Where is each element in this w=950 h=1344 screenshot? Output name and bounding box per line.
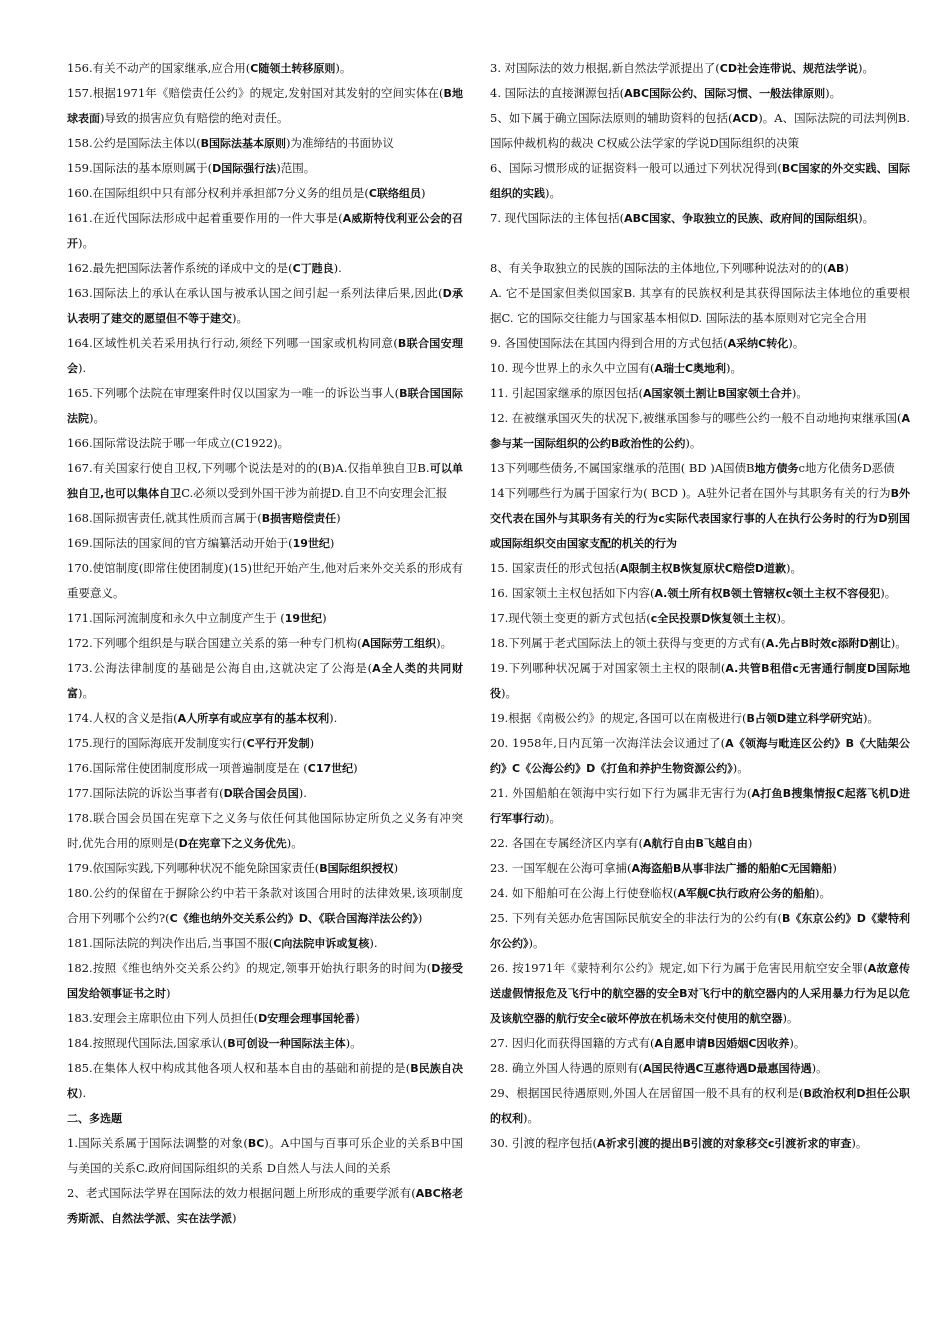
question-text: 160.在国际组织中只有部分权利并承担部7分义务的组员是(	[67, 186, 369, 200]
answer-text: C《维也纳外交关系公约》D、《联合国海洋法公约》	[169, 912, 418, 925]
paragraph-gap	[490, 231, 910, 256]
answer-text: A采纳C转化	[727, 337, 789, 350]
question-item	[490, 381, 910, 406]
question-item	[67, 931, 463, 956]
question-text: 182.按照《维也纳外交关系公约》的规定,领事开始执行职务的时间为(	[67, 961, 432, 975]
question-text: 20. 1958年,日内瓦第一次海洋法会议通过了(	[490, 736, 726, 750]
answer-text: A.先占B时效c添附D割让	[765, 637, 891, 650]
question-text: 180.公约的保留在于摒除公约中若干条款对该国合用时的法律效果,该项制度合用下列哪个公约?(	[67, 886, 463, 925]
question-tail: c地方化债务D恶债	[798, 461, 895, 475]
question-tail: )。	[825, 86, 842, 100]
question-text: 168.国际损害责任,就其性质而言属于(	[67, 511, 262, 525]
question-item	[490, 781, 910, 831]
question-item	[490, 581, 910, 606]
question-item	[490, 831, 910, 856]
answer-text: CD社会连带说、规范法学说	[719, 62, 858, 75]
question-tail: )。	[436, 636, 453, 650]
answer-text: A限制主权B恢复原状C赔偿D道歉	[619, 562, 787, 575]
question-tail: )	[417, 911, 423, 925]
question-text: 161.在近代国际法形成中起着重要作用的一件大事是(	[67, 211, 343, 225]
question-tail: )。	[335, 61, 352, 75]
answer-text: A《领海与毗连区公约》B《大陆架公约》C《公海公约》D《打鱼和养护生物资源公约》	[490, 737, 910, 775]
answer-text: A瑞士C奥地利	[654, 362, 727, 375]
answer-text: A故意传送虚假情报危及飞行中的航空器的安全B对飞行中的航空器内的人采用暴力行为足以危及该航空器的航行安全c破坏停放在机场未交付使用的航空器	[490, 962, 911, 1025]
question-text: 28. 确立外国人待遇的原则有(	[490, 1061, 643, 1075]
question-item	[490, 856, 910, 881]
question-tail: )。	[890, 636, 907, 650]
question-tail: )。	[501, 686, 517, 700]
question-item	[490, 81, 910, 106]
question-item	[67, 456, 463, 506]
question-item	[67, 1056, 463, 1106]
question-tail: )	[844, 261, 849, 275]
question-tail: C.必须以受到外国干涉为前提D.自卫不向安理会汇报	[181, 486, 448, 500]
question-text: 22. 各国在专属经济区内享有(	[490, 836, 643, 850]
answer-text: A国家领土割让B国家领土合并	[642, 387, 792, 400]
question-text: 23. 一国军舰在公海可拿捕(	[490, 861, 632, 875]
question-item	[67, 1181, 463, 1231]
question-item	[67, 606, 463, 631]
question-item	[67, 331, 463, 381]
question-text: 178.联合国会员国在宪章下之义务与依任何其他国际协定所负之义务有冲突时,优先合用的原则是(	[67, 811, 463, 850]
answer-text: A航行自由B飞越自由	[642, 837, 748, 850]
question-item	[67, 1006, 463, 1031]
question-text: 1.国际关系属于国际法调整的对象(	[67, 1136, 248, 1150]
question-item	[67, 781, 463, 806]
question-tail: ).	[78, 1086, 87, 1100]
question-item	[67, 856, 463, 881]
question-text: 184.按照现代国际法,国家承认(	[67, 1036, 228, 1050]
question-item	[67, 1031, 463, 1056]
answer-text: AB	[827, 262, 845, 275]
question-tail: )。	[286, 836, 303, 850]
question-item	[67, 181, 463, 206]
answer-text: 二、多选题	[67, 1112, 122, 1125]
question-item	[67, 431, 463, 456]
answer-text: D国际强行法	[212, 162, 277, 175]
answer-text: B地球表面	[67, 87, 463, 125]
answer-text: 地方债务	[754, 462, 799, 475]
question-item	[490, 206, 910, 231]
question-item	[67, 656, 463, 706]
question-text: 15. 国家责任的形式包括(	[490, 561, 620, 575]
question-item	[67, 706, 463, 731]
question-tail: )范围。	[276, 161, 316, 175]
question-tail: )。	[232, 311, 248, 325]
question-item	[490, 631, 910, 656]
question-item	[490, 956, 910, 1031]
question-tail: ).	[78, 361, 87, 375]
question-tail: )。	[862, 711, 879, 725]
question-item	[67, 531, 463, 556]
question-item	[490, 106, 910, 156]
answer-text: A威斯特伐利亚公会的召开	[67, 212, 463, 250]
question-tail: )。	[89, 411, 105, 425]
answer-text: ABC国际公约、国际习惯、一般法律原则	[624, 87, 826, 100]
answer-text: C联络组员	[368, 187, 421, 200]
question-item	[490, 731, 910, 781]
question-tail: )	[309, 736, 315, 750]
question-tail: )	[355, 1011, 360, 1025]
answer-text: 可以单独自卫,也可以集体自卫	[67, 462, 464, 500]
answer-text: C丁韪良	[292, 262, 334, 275]
answer-text: A人所享有或应享有的基本权利	[177, 712, 330, 725]
question-item	[67, 56, 463, 81]
question-item	[490, 706, 910, 731]
question-item	[67, 956, 463, 1006]
question-text: 7. 现代国际法的主体包括(	[490, 211, 625, 225]
question-tail: )。	[685, 436, 702, 450]
question-item	[490, 406, 910, 456]
question-tail: )	[420, 186, 426, 200]
question-tail: )。	[776, 611, 793, 625]
question-tail: )	[336, 511, 341, 525]
question-tail: )。	[789, 1036, 806, 1050]
question-text: 185.在集体人权中构成其他各项人权和基本自由的基础和前提的是(	[67, 1061, 411, 1075]
question-item	[67, 881, 463, 931]
question-text: 166.国际常设法院于哪一年成立(C1922)。	[67, 436, 290, 450]
question-tail: )。	[726, 361, 743, 375]
question-tail: )。	[788, 336, 805, 350]
answer-text: B民族自决权	[67, 1062, 463, 1100]
answer-text: B《东京公约》D《蒙特利尔公约》	[490, 912, 911, 950]
question-text: 9. 各国使国际法在其国内得到合用的方式包括(	[490, 336, 728, 350]
question-text: 159.国际法的基本原则属于(	[67, 161, 213, 175]
question-tail: )。	[545, 186, 561, 200]
question-item	[490, 281, 910, 331]
question-tail: )。	[345, 1036, 362, 1050]
question-text: 19.下列哪种状况属于对国家领土主权的限制(	[490, 661, 726, 675]
question-text: 18.下列属于老式国际法上的领土获得与变更的方式有(	[490, 636, 766, 650]
question-text: 4. 国际法的直接渊源包括(	[490, 86, 625, 100]
answer-text: A军舰C执行政府公务的船舶	[677, 887, 816, 900]
question-text: 156.有关不动产的国家继承,应合用(	[67, 61, 251, 75]
question-tail: )。	[528, 936, 545, 950]
answer-text: ABC国家、争取独立的民族、政府间的国际组织	[624, 212, 859, 225]
question-tail: )。	[811, 1061, 828, 1075]
question-tail: )	[832, 861, 837, 875]
question-tail: )	[747, 836, 753, 850]
question-item	[67, 556, 463, 606]
question-text: 177.国际法院的诉讼当事者有(	[67, 786, 224, 800]
answer-text: D接受国发给领事证书之时	[67, 962, 463, 1000]
answer-text: A打鱼B搜集情报C起落飞机D进行军事行动	[490, 787, 910, 825]
question-tail: )。	[880, 586, 897, 600]
question-item	[67, 1106, 463, 1131]
question-tail: )。	[791, 386, 808, 400]
answer-text: D联合国会员国	[223, 787, 299, 800]
question-text: 172.下列哪个组织是与联合国建立关系的第一种专门机构(	[67, 636, 362, 650]
question-tail: )。	[545, 811, 561, 825]
question-tail: )	[166, 986, 171, 1000]
question-tail: )导致的损害应负有赔偿的绝对责任。	[100, 111, 289, 125]
question-tail: )。	[782, 1011, 799, 1025]
question-tail: )。	[78, 686, 94, 700]
question-item	[490, 556, 910, 581]
question-tail: )	[322, 611, 327, 625]
question-item	[490, 256, 910, 281]
question-tail: )	[353, 761, 358, 775]
question-tail: )为准缔结的书面协议	[285, 136, 394, 150]
question-item	[490, 1056, 910, 1081]
question-text: 11. 引起国家继承的原因包括(	[490, 386, 643, 400]
question-text: 19.根据《南极公约》的规定,各国可以在南极进行(	[490, 711, 747, 725]
question-item	[67, 381, 463, 431]
question-item	[67, 631, 463, 656]
question-text: 16. 国家领土主权包括如下内容(	[490, 586, 655, 600]
question-tail: )。	[815, 886, 832, 900]
answer-text: B国际组织授权	[319, 862, 394, 875]
answer-text: D承认表明了建交的愿望但不等于建交	[67, 287, 463, 325]
question-text: 169.国际法的国家间的官方编纂活动开始于(	[67, 536, 293, 550]
question-text: 24. 如下船舶可在公海上行使登临权(	[490, 886, 678, 900]
question-item	[67, 756, 463, 781]
question-tail: )	[393, 861, 399, 875]
question-item	[67, 81, 463, 131]
question-tail: )	[232, 1211, 237, 1225]
question-tail: ).	[329, 711, 338, 725]
question-item	[490, 456, 910, 481]
question-text: 14下列哪些行为属于国家行为( BCD )。A驻外记者在国外与其职务有关的行为	[490, 486, 891, 500]
question-tail: )。A中国与百事可乐企业的关系B中国与美国的关系C.政府间国际组织的关系 D自然人与法人间的关系	[67, 1136, 463, 1175]
answer-text: A祈求引渡的提出B引渡的对象移交c引渡祈求的审查	[596, 1137, 852, 1150]
answer-text: A全人类的共同财富	[67, 662, 463, 700]
question-item	[67, 731, 463, 756]
question-tail: )。	[851, 1136, 868, 1150]
question-text: 5、如下属于确立国际法原则的辅助资料的包括(	[490, 111, 733, 125]
question-item	[490, 1031, 910, 1056]
question-item	[490, 906, 910, 956]
question-tail: ).	[369, 936, 378, 950]
question-tail: ).	[333, 261, 342, 275]
question-item	[67, 506, 463, 531]
answer-text: D安理会理事国轮番	[258, 1012, 356, 1025]
answer-text: B国际法基本原则	[200, 137, 286, 150]
answer-text: ACD	[732, 112, 759, 125]
answer-text: B可创设一种国际法主体	[227, 1037, 346, 1050]
question-text: 13下列哪些债务,不属国家继承的范围( BD )A国债B	[490, 461, 755, 475]
question-text: 27. 因归化而获得国籍的方式有(	[490, 1036, 655, 1050]
question-tail: )	[329, 536, 335, 550]
question-item	[490, 356, 910, 381]
answer-text: A.领土所有权B领土管辖权c领土主权不容侵犯	[654, 587, 881, 600]
question-text: 12. 在被继承国灭失的状况下,被继承国参与的哪些公约一般不自动地拘束继承国(	[490, 411, 902, 425]
question-item	[67, 156, 463, 181]
answer-text: BC	[247, 1137, 265, 1150]
question-tail: )。A、国际法院的司法判例B. 国际仲裁机构的裁决 C权威公法学家的学说D国际组织的决策	[490, 111, 910, 150]
question-item	[490, 1081, 910, 1131]
answer-text: C17世纪	[307, 762, 354, 775]
question-text: 162.最先把国际法著作系统的译成中文的是(	[67, 261, 293, 275]
question-tail: )。	[732, 761, 749, 775]
answer-text: A自愿申请B因婚姻C因收养	[654, 1037, 790, 1050]
answer-text: 19世纪	[284, 612, 323, 625]
question-item	[490, 1131, 910, 1156]
question-text: 173.公海法律制度的基础是公海自由,这就决定了公海是(	[67, 661, 373, 675]
question-text: 10. 现今世界上的永久中立国有(	[490, 361, 655, 375]
question-text: 25. 下列有关惩办危害国际民航安全的非法行为的公约有(	[490, 911, 782, 925]
question-text: A. 它不是国家但类似国家B. 其享有的民族权利是其获得国际法主体地位的重要根据C. 它的国际交往能力与国家基本相似D. 国际法的基本原则对它完全合用	[490, 286, 910, 325]
question-text: 170.使馆制度(即常住使团制度)(15)世纪开始产生,他对后来外交关系的形成有重要意义。	[67, 561, 463, 600]
answer-text: D在宪章下之义务优先	[178, 837, 287, 850]
right-column	[490, 56, 910, 1156]
answer-text: ABC格老秀斯派、自然法学派、实在法学派	[67, 1187, 463, 1225]
answer-text: B占领D建立科学研究站	[746, 712, 863, 725]
answer-text: c全民投票D恢复领土主权	[650, 612, 777, 625]
question-text: 157.根据1971年《赔偿责任公约》的规定,发射国对其发射的空间实体在(	[67, 86, 444, 100]
answer-text: A国际劳工组织	[361, 637, 437, 650]
question-item	[67, 281, 463, 331]
question-tail: )。	[78, 236, 94, 250]
answer-text: B损害赔偿责任	[261, 512, 337, 525]
question-text: 158.公约是国际法主体以(	[67, 136, 201, 150]
question-text: 175.现行的国际海底开发制度实行(	[67, 736, 247, 750]
answer-text: A海盗船B从事非法广播的船舶C无国籍船	[631, 862, 833, 875]
question-item	[490, 656, 910, 706]
question-tail: ).	[298, 786, 307, 800]
left-column	[67, 56, 463, 1231]
question-text: 183.安理会主席职位由下列人员担任(	[67, 1011, 259, 1025]
question-item	[67, 1131, 463, 1181]
question-text: 163.国际法上的承认在承认国与被承认国之间引起一系列法律后果,因此(	[67, 286, 443, 300]
answer-text: B政治权利D担任公职的权利	[490, 1087, 911, 1125]
answer-text: C平行开发制	[246, 737, 310, 750]
question-text: 179.依国际实践,下列哪种状况不能免除国家责任(	[67, 861, 320, 875]
question-text: 2、老式国际法学界在国际法的效力根据问题上所形成的重要学派有(	[67, 1186, 416, 1200]
answer-text: B外交代表在国外与其职务有关的行为c实际代表国家行事的人在执行公务时的行为D别国或国际组织交由国家支配的机关的行为	[490, 487, 910, 550]
question-item	[67, 206, 463, 256]
answer-text: A参与某一国际组织的公约B政治性的公约	[490, 412, 910, 450]
answer-text: C随领土转移原则	[250, 62, 336, 75]
question-item	[490, 331, 910, 356]
question-text: 21. 外国船舶在领海中实行如下行为属非无害行为(	[490, 786, 752, 800]
answer-text: 19世纪	[292, 537, 330, 550]
question-text: 26. 按1971年《蒙特利尔公约》规定,如下行为属于危害民用航空安全罪(	[490, 961, 868, 975]
question-item	[490, 156, 910, 206]
question-item	[490, 56, 910, 81]
question-item	[67, 256, 463, 281]
question-tail: )。	[857, 61, 874, 75]
question-item	[490, 481, 910, 556]
question-text: 17.现代领土变更的新方式包括(	[490, 611, 651, 625]
question-text: 164.区域性机关若采用执行行动,须经下列哪一国家或机构同意(	[67, 336, 398, 350]
question-text: 171.国际河流制度和永久中立制度产生于 (	[67, 611, 285, 625]
answer-text: BC国家的外交实践、国际组织的实践	[490, 162, 910, 200]
question-item	[490, 881, 910, 906]
answer-text: B联合国国际法院	[67, 387, 463, 425]
question-text: 165.下列哪个法院在审理案件时仅以国家为一唯一的诉讼当事人(	[67, 386, 400, 400]
question-tail: )。	[523, 1111, 539, 1125]
question-tail: )。	[786, 561, 803, 575]
question-text: 30. 引渡的程序包括(	[490, 1136, 597, 1150]
question-item	[67, 131, 463, 156]
answer-text: B联合国安理会	[67, 337, 464, 375]
question-text: 8、有关争取独立的民族的国际法的主体地位,下列哪种说法对的的(	[490, 261, 828, 275]
question-text: 174.人权的含义是指(	[67, 711, 178, 725]
question-text: 167.有关国家行使自卫权,下列哪个说法是对的的(B)A.仅指单独自卫B.	[67, 461, 430, 475]
answer-text: A.共管B租借c无害通行制度D国际地役	[490, 662, 910, 700]
question-item	[67, 806, 463, 856]
answer-text: A国民待遇C互惠待遇D最惠国待遇	[642, 1062, 812, 1075]
question-text: 3. 对国际法的效力根据,新自然法学派提出了(	[490, 61, 720, 75]
question-text: 181.国际法院的判决作出后,当事国不服(	[67, 936, 274, 950]
question-text: 6、国际习惯形成的证据资料一般可以通过下列状况得到(	[490, 161, 782, 175]
question-tail: )。	[858, 211, 875, 225]
question-item	[490, 606, 910, 631]
question-text: 29、根据国民待遇原则,外国人在居留国一般不具有的权利是(	[490, 1086, 804, 1100]
answer-text: C向法院申诉或复核	[273, 937, 370, 950]
question-text: 176.国际常住使团制度形成一项普遍制度是在 (	[67, 761, 308, 775]
